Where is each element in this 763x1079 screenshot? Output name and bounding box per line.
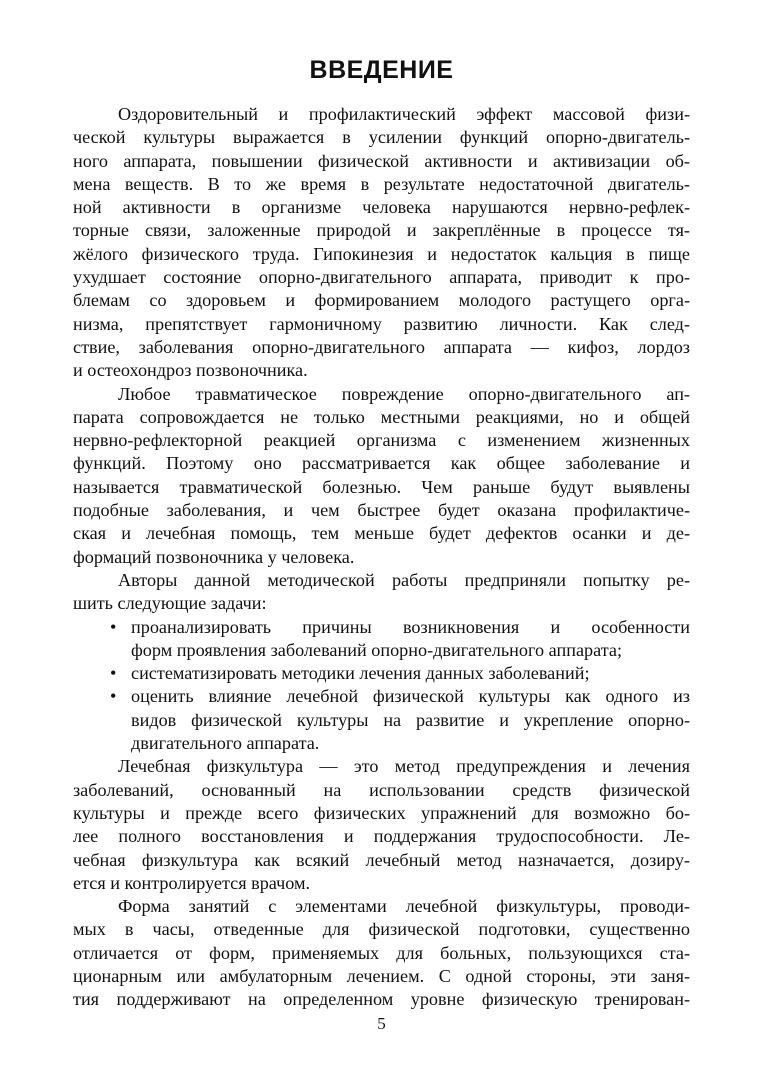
text-line: подобные заболевания, и чем быстрее будет оказана профилактиче- [73, 500, 690, 521]
paragraph-1 [73, 103, 690, 383]
text-line: формаций позвоночника у человека. [73, 546, 355, 567]
text-line: ухудшает состояние опорно-двигательного аппарата, приводит к про- [73, 267, 690, 288]
bullet-list [73, 616, 690, 756]
text-line: называется травматической болезнью. Чем раньше будут выявлены [73, 476, 690, 497]
text-line: и остеохондроз позвоночника. [73, 360, 308, 381]
text-line: ной активности в организме человека нарушаются нервно-рефлек- [73, 197, 690, 218]
text-line: форм проявления заболеваний опорно-двигательного аппарата; [131, 639, 623, 660]
paragraph-5 [73, 895, 690, 1011]
text-line: мена веществ. В то же время в результате недостаточной двигатель- [73, 173, 690, 194]
text-line: блемам со здоровьем и формированием молодого растущего орга- [73, 290, 690, 311]
text-line: ется и контролируется врачом. [73, 872, 311, 893]
text-line: проанализировать причины возникновения и особенности [131, 616, 690, 637]
page-title: ВВЕДЕНИЕ [309, 56, 454, 84]
text-line: лее полного восстановления и поддержания трудоспособности. Ле- [73, 826, 690, 847]
text-line: заболеваний, основанный на использовании средств физической [73, 779, 690, 800]
text-line: Лечебная физкультура — это метод предупреждения и лечения [118, 756, 690, 777]
text-line: Любое травматическое повреждение опорно-двигательного ап- [118, 383, 690, 404]
text-line: функций. Поэтому оно рассматривается как общее заболевание и [73, 453, 690, 474]
list-item [73, 616, 690, 663]
text-line: Авторы данной методической работы предприняли попытку ре- [118, 569, 690, 590]
paragraph-4 [73, 755, 690, 895]
bullet-icon: • [110, 663, 117, 684]
text-line: Оздоровительный и профилактический эффект массовой физи- [118, 104, 690, 124]
text-line: низма, препятствует гармоничному развитию личности. Как след- [73, 313, 690, 334]
list-item [73, 662, 690, 685]
text-line: Форма занятий с элементами лечебной физкультуры, проводи- [118, 896, 690, 917]
text-line: двигательного аппарата. [131, 733, 320, 754]
page-body [73, 48, 690, 1012]
page-number: 5 [377, 1014, 386, 1033]
text-line: ного аппарата, повышении физической активности и активизации об- [73, 150, 690, 171]
text-line: оценить влияние лечебной физической культуры как одного из [131, 686, 690, 707]
text-line: отличается от форм, применяемых для больных, пользующихся ста- [73, 942, 690, 963]
text-line: культуры и прежде всего физических упражнений для возможно бо- [73, 802, 690, 823]
text-line: ционарным или амбулаторным лечением. С одной стороны, эти заня- [73, 965, 690, 986]
text-line: нервно-рефлекторной реакцией организма с изменением жизненных [73, 430, 690, 451]
bullet-icon: • [110, 686, 117, 707]
text-line: чебная физкультура как всякий лечебный метод назначается, дозиру- [73, 849, 690, 870]
list-item [73, 685, 690, 755]
text-line: жёлого физического труда. Гипокинезия и недостаток кальция в пище [73, 243, 690, 264]
text-line: тия поддерживают на определенном уровне физическую тренирован- [73, 989, 690, 1010]
text-line: ская и лечебная помощь, тем меньше будет дефектов осанки и де- [73, 523, 690, 544]
paragraph-3 [73, 569, 690, 616]
text-line: ческой культуры выражается в усилении функций опорно-двигатель- [73, 127, 690, 148]
text-line: торные связи, заложенные природой и закреплённые в процессе тя- [73, 220, 690, 241]
text-line: видов физической культуры на развитие и укрепление опорно- [131, 709, 690, 730]
bullet-icon: • [110, 616, 117, 637]
text-line: парата сопровождается не только местными реакциями, но и общей [73, 406, 690, 427]
text-line: систематизировать методики лечения данных заболеваний; [131, 663, 590, 684]
text-line: шить следующие задачи: [73, 593, 267, 614]
text-line: мых в часы, отведенные для физической подготовки, существенно [73, 919, 690, 940]
paragraph-2 [73, 383, 690, 569]
text-line: ствие, заболевания опорно-двигательного аппарата — кифоз, лордоз [73, 336, 690, 357]
